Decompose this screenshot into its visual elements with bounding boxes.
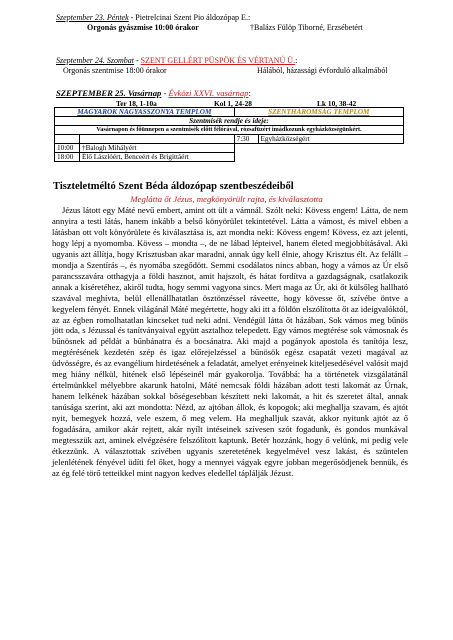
sunday-week: Évközi XXVI. vasárnap: [168, 88, 249, 98]
time-right: [234, 153, 258, 162]
saturday-colon: :: [295, 56, 298, 65]
intent-left: Élő Lászlóért, Benceért és Brigittáért: [79, 153, 234, 162]
article-subtitle: Meglátta őt Jézus, megkönyörült rajta, és kiválasztotta: [130, 194, 323, 204]
saturday-sep: -: [134, 56, 141, 65]
reading-kol: Kol 1, 24-28: [214, 99, 252, 108]
reading-lk: Lk 10, 38-42: [317, 99, 357, 108]
saturday-mass: Orgonás szentmise 18:00 órakor: [63, 66, 167, 75]
table-row: [55, 153, 404, 162]
note-row: [55, 126, 404, 135]
table-row: [55, 135, 404, 144]
time-left: 18:00: [55, 153, 80, 162]
time-right: 7:30: [234, 135, 258, 144]
church-left: MAGYAROK NAGYASSZONYA TEMPLOM: [55, 108, 235, 117]
saturday-header: [56, 56, 297, 65]
table-row: [55, 144, 404, 153]
church-right: SZENTHÁROMSÁG TEMPLOM: [234, 108, 403, 117]
time-left: 10:00: [55, 144, 80, 153]
friday-intent: †Balázs Fülöp Tiborné, Erzsébetért: [250, 23, 363, 32]
sunday-date: SZEPTEMBER 25. Vasárnap: [56, 88, 162, 98]
intent-left: †Balogh Mihályért: [79, 144, 234, 153]
friday-feast: - Pietrelcinai Szent Pio áldozópap E.:: [128, 13, 251, 22]
article-body: Jézus látott egy Máté nevű embert, amint ott ült a vámnál. Szólt neki: Kövess engem! Látta, de nem annyira a testi látás, hanem inkább a belső könyörület tekintetével. Látta a vámost, és mivel ebben a látásban ott volt könyörülete és kiválasztása is, azt mondta neki: Kövess engem! Kövess, ez azt jelenti, hogy lépj a nyomomba. Kövess – mondta –, de ne lábad lépteivel, hanem életed megjobbításával. Aki ugyanis azt állítja, hogy Krisztusban akar maradni, annak úgy kell élnie, ahogy Krisztus élt. Az felállt – mondja a Szentírás –, és nyomába szegődött. Semmi csodálatos nincs abban, hogy a vámos az Úr első parancsszavára otthagyja a földi hasznot, amit hajszolt, és hátat fordítva a gazdagságnak, csatlakozik annak a kíséretéhez, akiről tudta, hogy semmi vagyona sincs. Mert maga az Úr, aki őt külsőleg hallható szavával meghívta, belül ellenállhatatlan ösztönzéssel ráveette, hogy kövesse őt, szívébe öntve a kegyelem fényét. Ennek világánál Máté megértette, hogy aki itt a földön elszólította őt az ideigvalóktól, az az égben romolhatatlan kincseket tud neki adni. Vendégül látta őt házában. Sok vámos meg bűnös jött oda, s Jézussal és tanítványaival együtt asztalhoz telepedett. Egy vámos megtérése sok vámosnak és bűnösnek ad példát a bűnbánatra és a bocsánatra. Aki majd a pogányok apostola és tanítója lesz, megtérésének kezdetén szép és igaz előrejelzéssel a bűnösök egész csapatát vezeti magával az üdvösségre, és az evangélium hirdetésének a feladatát, amelyet erényeinek kiteljesedésével valósít majd meg hiány nélkül, hitének első lépéseinél már gyakorolja. Továbbá: ha a történetek vizsgálatánál értelmünkkel mélyebbre akarunk hatolni, Máté nemcsak földi házában adott testi lakomát az Úrnak, hanem lelkének házában sokkal bőségesebban készített neki lakomát, a hit és szeretet által, annak tanúsága szerint, aki azt mondotta: Nézd, az ajtóban állok, és kopogok; aki meghallja szavam, és ajtót nyit, bemegyek hozzá, vele eszem, ő meg velem. Ha meghalljuk szavát, akkor nyitunk ajtót az ő fogadására, amikor akár rejtett, akár nyílt intéseinek szívesen szót fogadunk, és gondos munkával megtesszük azt, aminek elvégzésére felszólított kaptunk. Betér hozzánk, hogy ő velünk, mi pedig vele étkezzünk. A választottak szívében ugyanis szeretetének kegyelmével vesz lakást, és szüntelen jelenlétének fényével üdíti fel őket, hogy a mennyei vágyak egyre jobban megerősödjenek bennük, és az ég felé törő tetteikkel mint nagyon kedves eledellel táplálják Jézust.: [52, 205, 408, 478]
saturday-saint: SZENT GELLÉRT PÜSPÖK ÉS VÉRTANÚ Ü.: [140, 56, 296, 65]
time-left: [55, 135, 80, 144]
article-title: Tiszteletméltó Szent Béda áldozópap szentbeszédeiből: [53, 181, 294, 192]
rosary-note: Vasárnapon és főünnepen a szentmisék előtt félórával, rózsafüzért imádkozunk egyházközségünkért.: [55, 126, 404, 135]
sunday-header: [56, 89, 251, 98]
church-header-row: [55, 108, 404, 117]
friday-mass: Orgonás gyászmise 10:00 órakor: [87, 23, 199, 32]
mass-table: [54, 107, 404, 162]
sunday-sep: -: [161, 88, 169, 98]
intent-left: [79, 135, 234, 144]
saturday-date: Szeptember 24. Szombat: [56, 56, 134, 65]
friday-header: [56, 13, 250, 22]
order-title: Szentmisék rendje és ideje:: [55, 117, 404, 126]
saturday-intent: Hálából, házassági évforduló alkalmából: [257, 66, 388, 75]
friday-date: Szeptember 23. Péntek: [56, 13, 129, 22]
order-title-row: [55, 117, 404, 126]
intent-right: Egyházközségért: [258, 135, 403, 144]
reading-ter: Ter 18, 1-10a: [116, 99, 157, 108]
sunday-colon: :: [248, 88, 251, 98]
time-right: [234, 144, 258, 153]
intent-right: [258, 153, 403, 162]
intent-right: [258, 144, 403, 153]
